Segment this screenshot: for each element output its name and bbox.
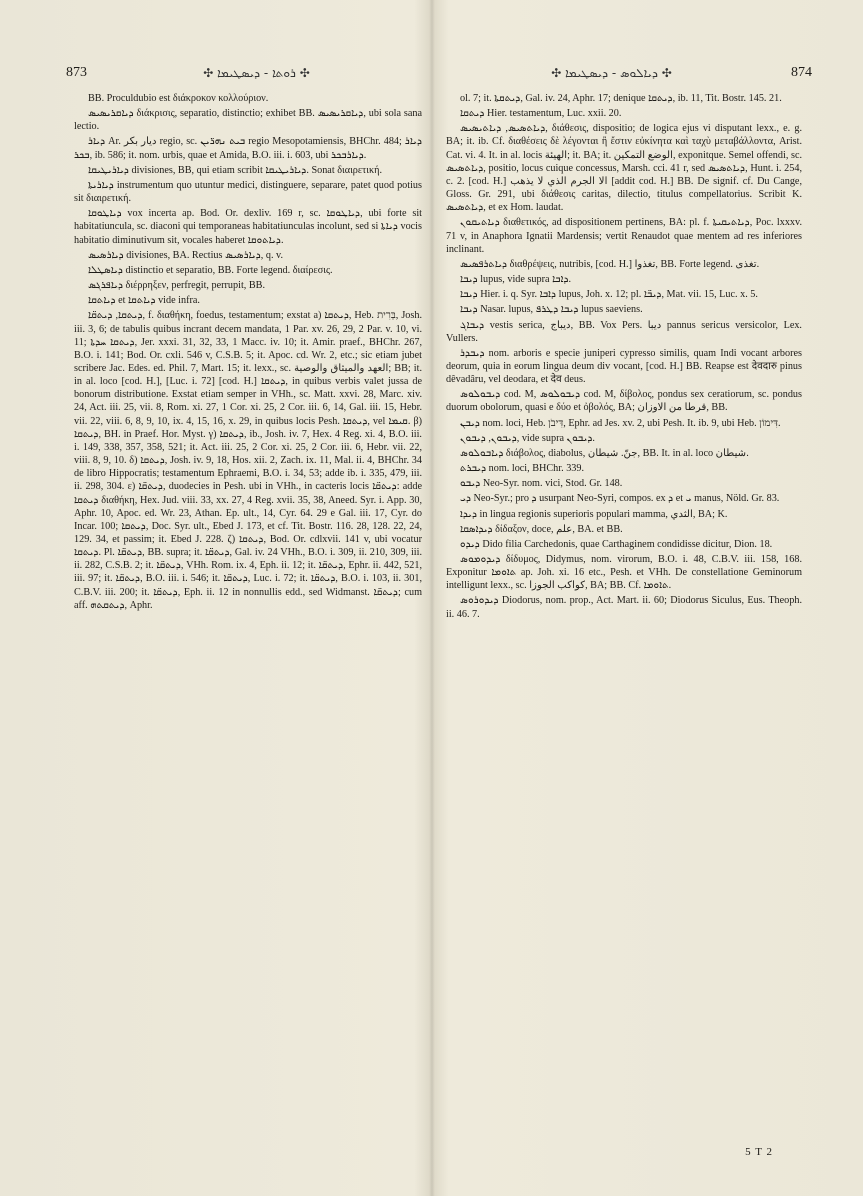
dictionary-entry: ܕܝܐܬܩܐ et ܕܝܐܬܩܐ vide infra. xyxy=(88,295,200,307)
dictionary-entry: ܕܝܕܐ in lingua regionis superioris populari mamma, الثدي, BA; K. xyxy=(460,508,728,520)
dictionary-entry: ܕܝܒܘ Neo-Syr. nom. vici, Stod. Gr. 148. xyxy=(460,478,623,490)
right-column xyxy=(446,92,802,1172)
right-page-header xyxy=(432,62,812,84)
dictionary-entry: ܕܝܕܘ Dido filia Carchedonis, quae Carthaginem condidisse dicitur, Dion. 18. xyxy=(460,538,773,550)
dictionary-entry: BB. Proculdubio est διάκροκον κολλούριον. xyxy=(88,93,269,104)
left-running-title: ✣ ܪܘܬܐ - ܕܝܣܛܝܡܐ ✣ xyxy=(203,65,310,80)
signature-mark: 5 T 2 xyxy=(745,1146,773,1158)
dictionary-entry: ܕܝܕܐܣܩܐ δίδαξον, doce, علم, BA. et BB. xyxy=(460,523,623,535)
dictionary-entry: ܕܝܒܪܬ nom. loci, BHChr. 339. xyxy=(460,463,585,475)
dictionary-entry: ܕܝܒܕܪ nom. arboris e specie juniperi cypresso similis, quam Indi vocant arbores deorum, quia in eorum lingua deum div vocant, [cod. H.] BB. Reapse est देवदारु pinus dêvadâru, vel deodara, et देव deus. xyxy=(446,347,802,386)
dictionary-entry: ܕܝܒܢ nom. loci, Heb. דִּיבֹן, Ephr. ad Jes. xv. 2, ubi Pesh. It. ib. 9, ubi Heb. דִּימוֹן. xyxy=(460,417,781,429)
dictionary-entry: ܕܝܒܐܓ vestis serica, ديباج, BB. Vox Pers. ديبا pannus sericus versicolor, Lex. Vullers. xyxy=(446,319,802,344)
dictionary-entry: ܕܝܐܩܪܝܣܝܣ διάκρισις, separatio, distinctio; exhibet BB. ܕܝܐܩܪܝܣܝܣ, ubi sola sana lectio. xyxy=(74,108,422,133)
left-page-header xyxy=(66,62,426,84)
dictionary-entry: ܕܝܐܦܪܓܣ διέρρηξεν, perfregit, perrupit, BB. xyxy=(88,280,266,292)
dictionary-entry: ܕܝܬܩܐ, ܕܝܬܩ̈ܐ, f. διαθήκη, foedus, testamentum; exstat a) ܕܝܬܩܐ, Heb. בְּרִית, Josh. iii. 3, 6; de tabulis quibus incrant decem mandata, 1 Par. xv. 26, 29, 2 Par. v. 10, vi. 11; ܕܝܬܩܐ ܚܕܬܐ, Jer. xxxi. 31, 32, 33, 1 Macc. iv. 10; it. Amir. praef., BHChr. 267, B.O. i. 141; Bod. Or. cxli. 546 v, C.S.B. 5; it. Apoc. cd. Wr. 2, etc.; sic etiam jubet scribere Jac. Edes. ed. Phil. 7, Mart. 15; it. lexx., sc. العهد والميثاق والوصية; BB; it. in al. loco [cod. H.], [Luc. i. 72] [cod. H.] ܕܝܬܩܐ, in quibus verbis valet jussa de bonorum distributione. Exstat etiam semper in VHh., sc. Matt. xxvi. 28, Marc. xiv. 24, Act. iii. 25, vii. 8, Rom. xi. 27, 1 Cor. xi. 25, 2 Cor. iii. 6, 14, Gal. iii. 15, Hebr. vii. 22, viii. 6, 8, 9, 10, ix. 4, 15, 16, x. 29, in quibus locis Pesh. ܕܝܬܩܐ, vel ܩܝܡܐ. β) ܕܝܬܩܐ, BH. in Praef. Hor. Myst. γ) ܕܝܬܩܐ, ib., Josh. iv. 7, Hex. 4 Reg. xi. 4, B.O. iii. i. 149, 338, 357, 358, 521; it. Act. iii. 25, 2 Cor. xi. 25, 2 Cor. iii. 6, Hebr. vii. 22, viii. 8, 9, 10. δ) ܕܝܬܩܐ, Josh. iv. 9, 18, Hos. xii. 2, Zach. ix. 11, Mal. ii. 4, BHChr. 34 de libro Hippocratis; testamentum Ephraemi, B.O. i. 34, 53; adde ib. i. 335, 479, iii. ii. 298, 304. ε) ܕܝܬܩ̈ܐ, duodecies in Pesh. ubi in VHh., in cacteris locis ܕܝܬܩ̈ܐ: adde ܕܝܬܩܐ διαθήκη, Hex. Jud. viii. 33, xx. 27, 4 Reg. xvii. 35, 38, Aneed. Syr. i. App. 30, Aphr. 10, Apoc. ed. Wr. 23, Athan. Ep. ult., 14, Cyr. 64. 29 e Gal. iii. 17, Cyr. do Incar. 100; ܕܝܬܩܐ, Doc. Syr. ult., Ebed J. 173, et cf. Tit. Bostr. 116. 28, 128. 22, 24, 129. 34, et passim; it. Ebed J. 228. ζ) ܕܝܬܩܐ, Bod. Or. cdlxvii. 141 v, ubi vocatur ܕܝܬܩܐ. Pl. ܕܝܬܩ̈ܐ, BB. supra; it. ܕܝܬܩ̈ܐ, Gal. iv. 24 VHh., B.O. i. 309, ii. 210, 309, iii. ii. 282, C.S.B. 2; it. ܕܝܬܩ̈ܐ, VHh. Rom. ix. 4, Eph. ii. 12; it. ܕܝܬܩ̈ܐ, Ephr. ii. 442, 521, iii. 97; it. ܕܝܬܩ̈ܐ, B.O. iii. i. 546; it. ܕܝܬܩ̈ܐ, Luc. i. 72; it. ܕܝܬܩ̈ܐ, B.O. i. 103, ii. 301, C.B.V. iii. 200; it. ܕܝܬܩ̈ܐ, Eph. ii. 12 in nonnullis edd., sed Widmanst. ܕܝܬܩ̈ܐ; cum aff. ܕܝܬܩܬܗ, Aphr. xyxy=(74,310,422,611)
dictionary-entry: ܕܝܒܐ lupus, vide supra ܕܐܒܐ. xyxy=(460,274,572,286)
dictionary-entry: ܕܝܐܪܝܛܝܩܐ divisiones, BB, qui etiam scribit ܕܝܐܪܝܛܝܩܐ. Sonat διαιρετική. xyxy=(88,164,383,176)
dictionary-entry: ܕܝܒܐ Nasar. lupus, ܕܝܒܐ ܕܛܪܦ lupus saeviens. xyxy=(460,304,643,316)
dictionary-entry: ܕܝܕܘܪܘܣ Diodorus, nom. prop., Act. Mart. ii. 60; Diodorus Siculus, Eus. Theoph. ii. 46. 7. xyxy=(446,595,802,620)
dictionary-entry: ܕܝܕܘܡܘܣ δίδυμος, Didymus, nom. virorum, B.O. i. 48, C.B.V. iii. 158, 168. Exponitur ܬܐܘܡܐ ap. Joh. xi. 16 etc., Pesh. et VHh. De constellatione Geminorum intelligunt lexx., sc. كواكب الجوزا, BA; BB. Cf. ܬܐܘܡܐ. xyxy=(446,554,802,592)
dictionary-entry: ܕܝܐܒܘܠܘܣ διάβολος, diabolus, جنّ. شيطان, BB. It. in al. loco شيطان. xyxy=(460,447,749,459)
book-gutter xyxy=(429,0,435,1196)
right-running-title: ✣ ܕܝܐܠܘܣ - ܕܝܣܛܝܡܐ ✣ xyxy=(551,65,672,80)
dictionary-entry: ܕܝܐܪܣܝܣ divisiones, BA. Rectius ܕܝܐܪܣܝܣ, q. v. xyxy=(88,249,284,261)
dictionary-entry: ܕܝܐܪ Ar. ديار بكر regio, sc. ܒܝܬ ܢܗܪ̈ܝܢ regio Mesopotamiensis, BHChr. 484; ܕܝܐܪ ܒܟܪ, ib. 586; it. nom. urbis, quae et Amida, B.O. iii. i. 603, ubi ܕܝܐܪܒܟܪ. xyxy=(74,136,422,161)
dictionary-entry: ܕܝܒܐ Hier. i. q. Syr. ܕܐܒܐ lupus, Joh. x. 12; pl. ܕܝܒ̈ܐ, Mat. vii. 15, Luc. x. 5. xyxy=(460,289,758,301)
dictionary-entry: ܕܝܐܬܣܝܣ, ܕܝܐܬܝܣܝܣ, διάθεσις, dispositio; de logica ejus vi disputant lexx., e. g. BA; it. ib. Cf. διαθέσεις δὲ λέγονται ἢ ἔστιν εὐκίνητα καὶ ταχὺ μεταβάλλοντα, Arist. Cat. vi. 4. It. in al. locis الهيئة; it. BA; it. الوضع التمكين, exponitque. Semel offendi, sc. ܕܝܐܬܣܝܣ, positio, locus cuique concessus, Marsh. cci. 41 r, sed ܕܝܐܬܣܝܣ, Hunt. i. 254, c. 2. [cod. H.] الا الجرم الذي لا يذهب [addit cod. H.] BB. De signif. cf. Du Cange, Gloss. Gr. 291, ubi διάθεσις caritas, dilectio, titulus compellatorius. Scribit K. ܕܝܐܬܣܝܣ, et ex Hom. laudat. xyxy=(446,123,802,214)
dictionary-entry: ܕܝܐܬܝܩܘܢ διαθετικός, ad dispositionem pertinens, BA: pl. f. ܕܝܐܬܝܩܝܬܐ, Poc. lxxxv. 71 v, in Anaphora Ignatii Mardensis; vertit Renaudot quae mentem ad res inferiores inclinant. xyxy=(446,217,802,255)
dictionary-entry: ܕܝܒܘܢ, ܕܝܒܘܢ, vide supra ܕܝܒܘܢ. xyxy=(460,432,595,444)
dictionary-entry: ܕܝܬܩܐ Hier. testamentum, Luc. xxii. 20. xyxy=(460,108,622,120)
dictionary-entry: ol. 7; it. ܕܝܬܩܬܐ, Gal. iv. 24, Aphr. 17; denique ܕܝܬܩܐ, ib. 11, Tit. Bostr. 145. 21. xyxy=(460,93,782,104)
dictionary-entry: ܕܝܒܘܠܘܣ cod. M, ܕܝܒܘܠܘܣ cod. M, δίβολος, pondus sex ceratiorum, sc. pondus duorum obolorum, quasi e δύο et ὀβολός, BA; قرطا من الاوزان, BB. xyxy=(446,389,802,414)
dictionary-entry: ܕܝܐܬܪܦܣܝܣ διαθρέψεις, nutribis, [cod. H.] تغذوا, BB. Forte legend. تغذى. xyxy=(460,258,760,270)
dictionary-entry: ܕܝ Neo-Syr.; pro ܕ usurpant Neo-Syri, compos. ex ܕ et ܝ manus, Nöld. Gr. 83. xyxy=(460,493,780,505)
dictionary-entry: ܕܝܐܛܘܩܐ vox incerta ap. Bod. Or. dexliv. 169 r, sc. ܕܝܐܛܘܩܐ, ubi forte sit habitatiuncula, sc. diaconi qui temporaneas habitatiunculas incolunt, sed si ܕܝܐܬܐ vocis habitatio diminutivum sit, vocales haberet ܕܝܐܬܘܩܐ. xyxy=(74,208,422,246)
right-page-number: 874 xyxy=(791,65,812,80)
dictionary-entry: ܕܝܐܣܛܠܐ distinctio et separatio, BB. Forte legend. διαίρεσις. xyxy=(88,264,333,276)
dictionary-entry: ܕܝܐܪܝܬܐ instrumentum quo utuntur medici, distinguere, separare, patet quod potius sit διαιρετική. xyxy=(74,179,422,205)
left-column xyxy=(74,92,422,1172)
left-page-number: 873 xyxy=(66,65,87,80)
